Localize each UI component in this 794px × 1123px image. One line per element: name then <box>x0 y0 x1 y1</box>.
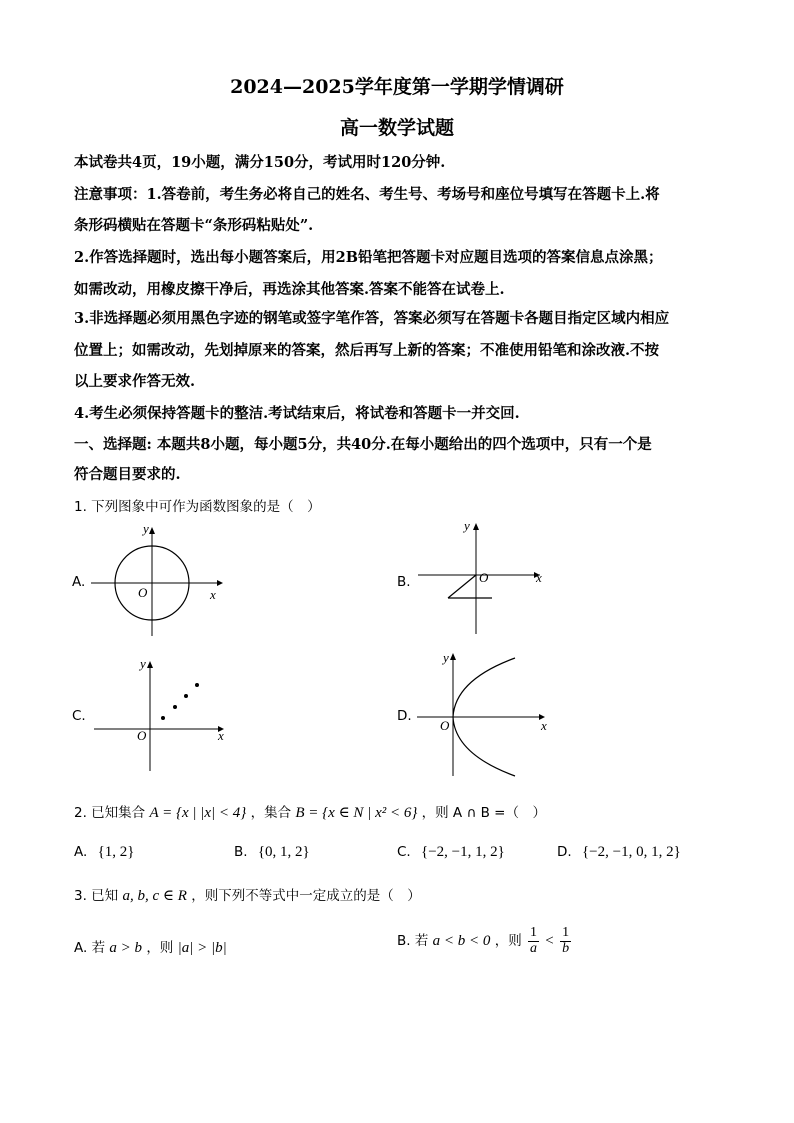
q1-graph-b <box>412 520 552 640</box>
fraction-1-over-b <box>560 926 571 956</box>
option-condition: a < b < 0 <box>432 933 491 949</box>
q3-option-b <box>397 926 573 956</box>
note3-line1: 3.非选择题必须用黑色字迹的钢笔或签字笔作答，答案必须写在答题卡各题目指定区域内相应 <box>74 310 670 327</box>
origin-label: O <box>138 585 148 600</box>
note2-line2: 如需改动，用橡皮擦干净后，再选涂其他答案.答案不能答在试卷上. <box>74 281 505 298</box>
note3-line2: 位置上；如需改动，先划掉原来的答案，然后再写上新的答案；不准使用铅笔和涂改液.不按 <box>74 342 660 359</box>
fraction-denominator: b <box>562 941 570 956</box>
intro-text: 本试卷共4页，19小题，满分150分，考试用时120分钟. <box>74 154 446 171</box>
origin-label: O <box>440 718 450 733</box>
option-mid: ，则 <box>146 940 174 956</box>
y-axis-label: y <box>143 521 149 536</box>
q2-option-d <box>557 844 681 861</box>
option-label: D. <box>557 844 572 860</box>
origin-label: O <box>137 728 147 743</box>
q1-stem: 1. 下列图象中可作为函数图象的是（ ） <box>74 499 321 515</box>
q2-option-b <box>234 844 310 861</box>
x-axis-label: x <box>218 728 224 743</box>
q3-condition: a, b, c ∈ R <box>122 888 187 904</box>
x-axis-label: x <box>536 570 542 585</box>
note1-line2: 条形码横贴在答题卡“条形码粘贴处”. <box>74 217 314 234</box>
option-label: B. 若 <box>397 933 429 949</box>
q3-stem <box>74 884 421 905</box>
q2-option-a <box>74 844 135 861</box>
q3-suffix: ，则下列不等式中一定成立的是（ ） <box>191 888 421 904</box>
q3-prefix: 3. 已知 <box>74 888 119 904</box>
point-2 <box>173 705 177 709</box>
q1-graph-a <box>85 520 225 640</box>
point-1 <box>161 716 165 720</box>
y-axis-label: y <box>140 656 146 671</box>
q1-graph-d <box>413 650 553 780</box>
q1-graph-c <box>90 656 235 776</box>
q1-option-c-label: C. <box>72 708 86 724</box>
option-label: C. <box>397 844 411 860</box>
option-value: {−2, −1, 0, 1, 2} <box>581 844 681 860</box>
x-axis-label: x <box>210 587 216 602</box>
q2-option-c <box>397 844 505 861</box>
note4: 4.考生必须保持答题卡的整洁.考试结束后，将试卷和答题卡一并交回. <box>74 405 520 422</box>
point-4 <box>195 683 199 687</box>
note1-line1: 注意事项：1.答卷前，考生务必将自己的姓名、考生号、考场号和座位号填写在答题卡上.将 <box>74 186 660 203</box>
option-label: A. 若 <box>74 940 106 956</box>
fraction-numerator: 1 <box>530 925 537 940</box>
q2-mid: ，集合 <box>250 805 292 821</box>
origin-label: O <box>479 570 489 585</box>
q1-option-a-label: A. <box>72 574 86 590</box>
section1-line1: 一、选择题: 本题共8小题，每小题5分，共40分.在每小题给出的四个选项中，只有一个是 <box>74 436 652 453</box>
note3-line3: 以上要求作答无效. <box>74 373 196 390</box>
fraction-numerator: 1 <box>562 925 570 940</box>
option-value: {1, 2} <box>97 844 135 860</box>
section1-line2: 符合题目要求的. <box>74 466 181 483</box>
q1-option-b-label: B. <box>397 574 411 590</box>
q2-prefix: 2. 已知集合 <box>74 805 146 821</box>
q1-option-d-label: D. <box>397 708 412 724</box>
y-axis-label: y <box>464 520 470 533</box>
option-value: {0, 1, 2} <box>257 844 310 860</box>
option-value: {−2, −1, 1, 2} <box>421 844 505 860</box>
option-label: A. <box>74 844 88 860</box>
point-3 <box>184 694 188 698</box>
slant-line <box>448 575 476 598</box>
note2-line1: 2.作答选择题时，选出每小题答案后，用2B铅笔把答题卡对应题目选项的答案信息点涂黑； <box>74 249 663 266</box>
option-mid: ，则 <box>494 933 522 949</box>
fraction-1-over-a <box>528 926 539 956</box>
q2-stem <box>74 801 546 822</box>
option-condition: a > b <box>109 940 143 956</box>
y-axis-label: y <box>443 650 449 665</box>
fraction-denominator: a <box>530 941 537 956</box>
q3-option-a <box>74 936 227 957</box>
q2-set-b: B = {x ∈ N | x² < 6} <box>295 805 418 821</box>
exam-title: 2024—2025学年度第一学期学情调研 <box>230 76 564 98</box>
q2-suffix: ，则 A ∩ B =（ ） <box>421 805 546 821</box>
option-result: |a| > |b| <box>177 940 227 956</box>
x-axis-label: x <box>541 718 547 733</box>
option-label: B. <box>234 844 248 860</box>
q2-set-a: A = {x | |x| < 4} <box>149 805 247 821</box>
less-than-sign: < <box>545 933 554 949</box>
exam-subtitle: 高一数学试题 <box>339 117 454 139</box>
